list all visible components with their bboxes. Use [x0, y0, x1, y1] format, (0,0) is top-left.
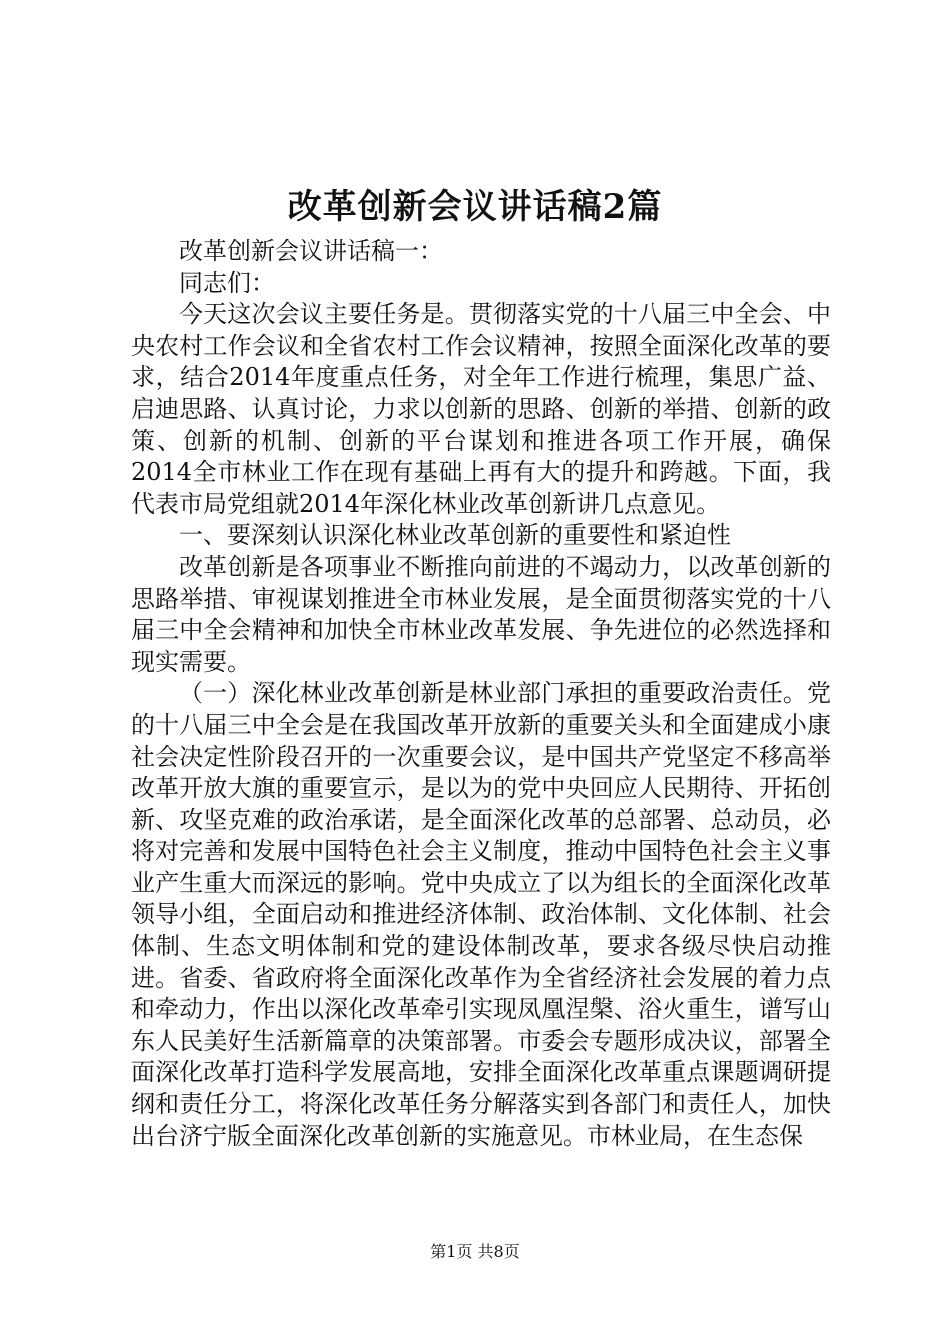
- paragraph-subsection-1: （一）深化林业改革创新是林业部门承担的重要政治责任。党的十八届三中全会是在我国改革开放新的重要关头和全面建成小康社会决定性阶段召开的一次重要会议，是中国共产党坚定不移高举改革开放大旗的重要宣示，是以为的党中央回应人民期待、开拓创新、攻坚克难的政治承诺，是全面深化改革的总部署、总动员，必将对完善和发展中国特色社会主义制度，推动中国特色社会主义事业产生重大而深远的影响。党中央成立了以为组长的全面深化改革领导小组，全面启动和推进经济体制、政治体制、文化体制、社会体制、生态文明体制和党的建设体制改革，要求各级尽快启动推进。省委、省政府将全面深化改革作为全省经济社会发展的着力点和牵动力，作出以深化改革牵引实现凤凰涅槃、浴火重生，谱写山东人民美好生活新篇章的决策部署。市委会专题形成决议，部署全面深化改革打造科学发展高地，安排全面深化改革重点课题调研提纲和责任分工，将深化改革任务分解落实到各部门和责任人，加快出台济宁版全面深化改革创新的实施意见。市林业局，在生态保: [131, 679, 831, 1150]
- paragraph-section-1: 改革创新是各项事业不断推向前进的不竭动力，以改革创新的思路举措、审视谋划推进全市林业发展，是全面贯彻落实党的十八届三中全会精神和加快全市林业改革发展、争先进位的必然选择和现实需要。: [131, 552, 831, 676]
- document-body: [131, 236, 831, 1152]
- section-heading-1: 一、要深刻认识深化林业改革创新的重要性和紧迫性: [179, 521, 731, 550]
- paragraph-salutation: 同志们：: [179, 268, 275, 297]
- document-title: 改革创新会议讲话稿2篇: [287, 187, 663, 227]
- paragraph-intro: 今天这次会议主要任务是。贯彻落实党的十八届三中全会、中央农村工作会议和全省农村工作会议精神，按照全面深化改革的要求，结合2014年度重点任务，对全年工作进行梳理，集思广益、启迪思路、认真讨论，力求以创新的思路、创新的举措、创新的政策、创新的机制、创新的平台谋划和推进各项工作开展，确保2014全市林业工作在现有基础上再有大的提升和跨越。下面，我代表市局党组就2014年深化林业改革创新讲几点意见。: [131, 300, 831, 518]
- page-number-footer: 第1页 共8页: [430, 1242, 520, 1261]
- paragraph-heading: 改革创新会议讲话稿一：: [179, 237, 443, 265]
